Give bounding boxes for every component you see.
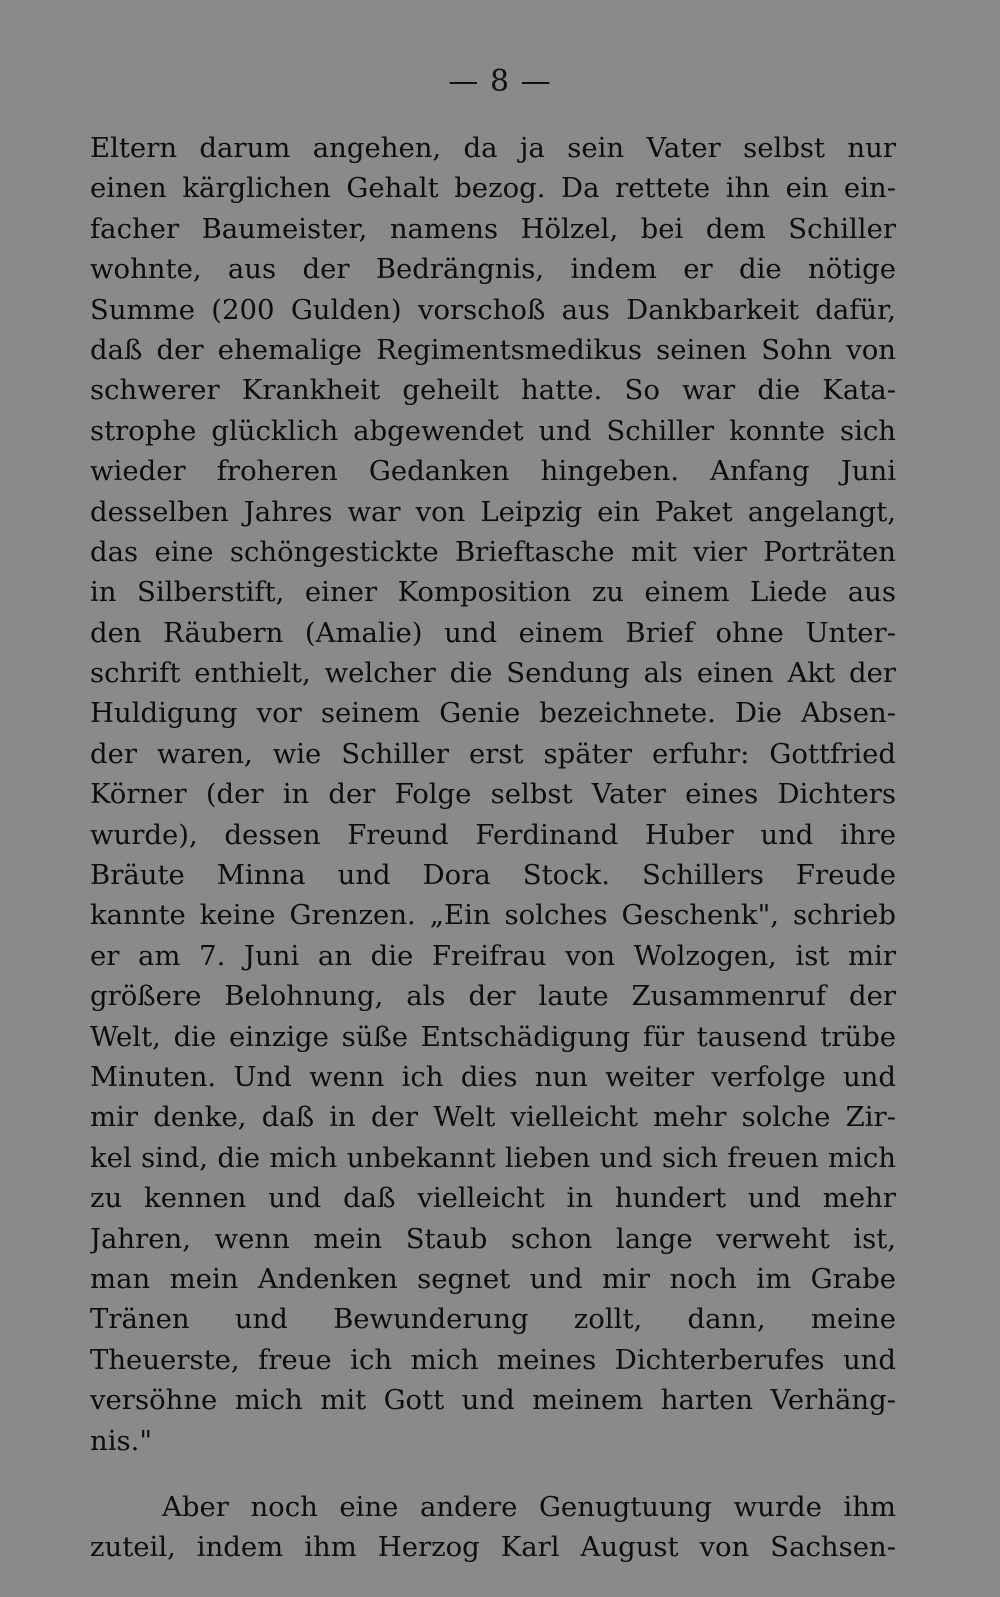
- page-number: — 8 —: [448, 64, 552, 99]
- text-line: Huldigung vor seinem Genie bezeichnete. Die Absen-: [90, 697, 896, 730]
- text-line: schrift enthielt, welcher die Sendung als einen Akt der: [90, 657, 896, 690]
- text-line: nis.": [90, 1424, 153, 1457]
- text-line: Summe (200 Gulden) vorschoß aus Dankbarkeit dafür,: [90, 293, 896, 326]
- text-line: er am 7. Juni an die Freifrau von Wolzogen, ist mir: [90, 939, 896, 972]
- text-line: wurde), dessen Freund Ferdinand Huber und ihre: [90, 818, 896, 851]
- text-line: mir denke, daß in der Welt vielleicht mehr solche Zir-: [90, 1101, 896, 1134]
- text-line: Minuten. Und wenn ich dies nun weiter verfolge und: [90, 1060, 896, 1093]
- text-line: das eine schöngestickte Brieftasche mit vier Porträten: [90, 535, 896, 568]
- paragraph: [90, 128, 896, 1461]
- text-line: der waren, wie Schiller erst später erfuhr: Gottfried: [90, 737, 896, 770]
- text-line: schwerer Krankheit geheilt hatte. So war die Kata-: [90, 374, 896, 407]
- text-line: Tränen und Bewunderung zollt, dann, meine: [90, 1303, 896, 1336]
- text-line: desselben Jahres war von Leipzig ein Paket angelangt,: [90, 495, 896, 528]
- text-line: in Silberstift, einer Komposition zu einem Liede aus: [90, 576, 896, 609]
- text-line: versöhne mich mit Gott und meinem harten Verhäng-: [90, 1384, 896, 1417]
- text-line: Jahren, wenn mein Staub schon lange verweht ist,: [90, 1222, 896, 1255]
- text-line: einen kärglichen Gehalt bezog. Da rettete ihn ein ein-: [90, 172, 896, 205]
- text-line: Körner (der in der Folge selbst Vater eines Dichters: [90, 778, 896, 811]
- text-line: daß der ehemalige Regimentsmedikus seinen Sohn von: [90, 333, 896, 366]
- text-line: Aber noch eine andere Genugtuung wurde ihm: [162, 1490, 896, 1523]
- text-line: Theuerste, freue ich mich meines Dichterberufes und: [90, 1343, 896, 1376]
- paragraph-gap: [90, 1461, 896, 1487]
- body-text: [90, 128, 896, 1568]
- text-line: strophe glücklich abgewendet und Schiller konnte sich: [90, 414, 896, 447]
- text-line: Welt, die einzige süße Entschädigung für tausend trübe: [90, 1020, 896, 1053]
- text-line: wieder froheren Gedanken hingeben. Anfang Juni: [90, 455, 896, 488]
- text-line: kannte keine Grenzen. „Ein solches Geschenk", schrieb: [90, 899, 896, 932]
- text-line: man mein Andenken segnet und mir noch im Grabe: [90, 1262, 896, 1295]
- text-line: zu kennen und daß vielleicht in hundert und mehr: [90, 1182, 896, 1215]
- text-line: wohnte, aus der Bedrängnis, indem er die nötige: [90, 253, 896, 286]
- text-line: facher Baumeister, namens Hölzel, bei dem Schiller: [90, 212, 896, 245]
- text-line: größere Belohnung, als der laute Zusammenruf der: [90, 980, 896, 1013]
- text-line: zuteil, indem ihm Herzog Karl August von Sachsen-: [90, 1531, 896, 1564]
- text-line: kel sind, die mich unbekannt lieben und sich freuen mich: [90, 1141, 896, 1174]
- paragraph: [90, 1487, 896, 1568]
- text-line: Bräute Minna und Dora Stock. Schillers Freude: [90, 859, 896, 892]
- text-line: Eltern darum angehen, da ja sein Vater selbst nur: [90, 132, 896, 164]
- text-line: den Räubern (Amalie) und einem Brief ohne Unter-: [90, 616, 896, 649]
